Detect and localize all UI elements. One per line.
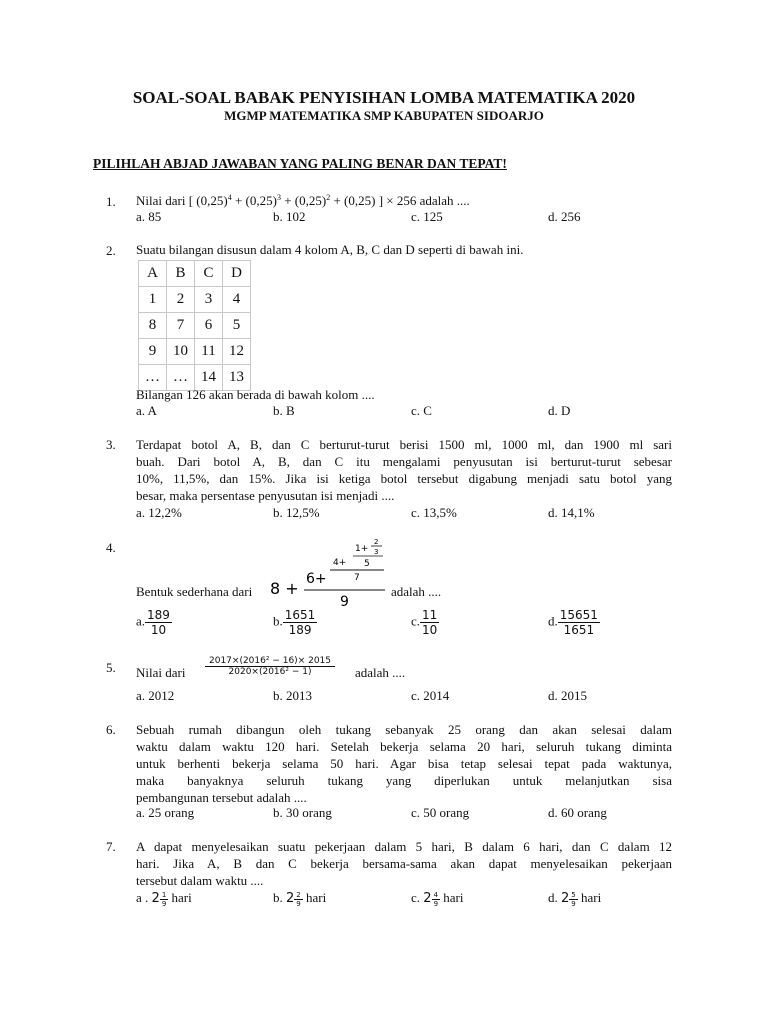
question-number: 6. bbox=[106, 722, 116, 737]
denominator: 9 bbox=[296, 899, 301, 908]
denominator: 189 bbox=[288, 623, 312, 637]
denominator: 10 bbox=[150, 623, 167, 637]
option-c bbox=[411, 608, 439, 637]
option-fraction bbox=[420, 608, 439, 637]
option-c: c. 50 orang bbox=[411, 805, 470, 820]
option-a: a. 12,2% bbox=[136, 505, 182, 520]
option-a: a. 85 bbox=[136, 209, 162, 224]
table-cell: 6 bbox=[195, 313, 223, 339]
question-text: adalah .... bbox=[391, 584, 442, 599]
text-line: waktu dalam waktu 120 hari. Setelah bekerja selama 20 hari, seluruh tukang diminta bbox=[136, 739, 672, 754]
question-text: Suatu bilangan disusun dalam 4 kolom A, B, C dan D seperti di bawah ini. bbox=[136, 242, 524, 257]
option-a: a. 2012 bbox=[136, 688, 175, 703]
table-cell: 8 bbox=[139, 313, 167, 339]
option-b bbox=[273, 608, 317, 637]
option-fraction bbox=[294, 891, 302, 908]
option-a: a. 25 orang bbox=[136, 805, 195, 820]
whole-number: 2 bbox=[151, 891, 160, 906]
text-line: Sebuah rumah dibangun oleh tukang sebanyak 25 orang dan akan selesai dalam bbox=[136, 722, 672, 737]
question-number: 4. bbox=[106, 540, 116, 555]
expression-fraction bbox=[205, 656, 335, 677]
option-fraction bbox=[145, 608, 172, 637]
unit: hari bbox=[581, 890, 602, 905]
question-text: Nilai dari [ $(0,25)^4 + (0,25)^3 + (0,25)^2 + (0,25)$ ] × 256 adalah .... bbox=[136, 193, 470, 208]
whole-number: 2 bbox=[561, 891, 570, 906]
table-cell: 11 bbox=[195, 339, 223, 365]
numerator: 4 bbox=[433, 890, 439, 899]
option-b bbox=[273, 890, 326, 908]
page-subtitle: MGMP MATEMATIKA SMP KABUPATEN SIDOARJO bbox=[224, 108, 544, 123]
option-letter: c. bbox=[411, 890, 421, 905]
option-letter: d. bbox=[548, 613, 558, 629]
option-d: d. 60 orang bbox=[548, 805, 607, 820]
question-text: adalah .... bbox=[355, 665, 406, 680]
nested-fraction bbox=[270, 534, 400, 610]
question-text bbox=[136, 838, 672, 889]
text-line: untuk berhenti bekerja selama 50 hari. Agar bisa tetap selesai tepat pada waktunya, bbox=[136, 756, 672, 771]
page-title: SOAL-SOAL BABAK PENYISIHAN LOMBA MATEMATIKA 2020 bbox=[132, 88, 636, 107]
option-b: b. 12,5% bbox=[273, 505, 320, 520]
term-one: 1+ bbox=[355, 544, 369, 554]
option-c: c. 125 bbox=[411, 209, 443, 224]
question-text bbox=[136, 721, 672, 806]
option-c: c. 2014 bbox=[411, 688, 450, 703]
numerator: 15651 bbox=[559, 608, 598, 622]
table-cell: 12 bbox=[223, 339, 251, 365]
option-d: d. D bbox=[548, 403, 571, 418]
option-c: c. 13,5% bbox=[411, 505, 457, 520]
unit: hari bbox=[171, 890, 192, 905]
option-b: b. 30 orang bbox=[273, 805, 332, 820]
instruction: PILIHLAH ABJAD JAWABAN YANG PALING BENAR DAN TEPAT! bbox=[93, 156, 507, 171]
option-d bbox=[548, 608, 600, 637]
question-number: 1. bbox=[106, 194, 116, 209]
option-letter: b. bbox=[273, 890, 283, 905]
denominator: 10 bbox=[422, 623, 438, 637]
option-fraction bbox=[558, 608, 600, 637]
column-table bbox=[138, 260, 251, 391]
denominator: 9 bbox=[433, 899, 439, 908]
option-a bbox=[136, 608, 172, 637]
option-letter: c. bbox=[411, 613, 421, 629]
question-text: Nilai dari bbox=[136, 665, 186, 680]
table-row bbox=[139, 261, 251, 287]
table-cell: 2 bbox=[167, 287, 195, 313]
numerator: 11 bbox=[422, 608, 438, 622]
term-four: 4+ bbox=[333, 558, 347, 568]
text-line: hari. Jika A, B dan C bekerja bersama-sama akan dapat menyelesaikan pekerjaan bbox=[136, 856, 672, 871]
text-line: Terdapat botol A, B, dan C berturut-turut berisi 1500 ml, 1000 ml, dan 1900 ml sari bbox=[136, 437, 672, 452]
unit: hari bbox=[306, 890, 327, 905]
text-line: tersebut dalam waktu .... bbox=[136, 873, 264, 888]
numerator: 1651 bbox=[284, 608, 316, 622]
table-cell: 1 bbox=[139, 287, 167, 313]
option-letter: d. bbox=[548, 890, 558, 905]
table-cell: D bbox=[223, 261, 251, 287]
text-line: maka banyaknya seluruh tukang yang diperlukan untuk melanjutkan sisa bbox=[136, 773, 672, 788]
option-d: d. 14,1% bbox=[548, 505, 595, 520]
option-b: b. 2013 bbox=[273, 688, 312, 703]
whole-number: 2 bbox=[423, 891, 432, 906]
digit: 7 bbox=[354, 573, 360, 583]
option-letter: b. bbox=[273, 613, 283, 629]
option-c bbox=[411, 890, 464, 908]
text-line: besar, maka persentase penyusutan isi menjadi .... bbox=[136, 488, 395, 503]
option-d: d. 2015 bbox=[548, 688, 587, 703]
numerator: 2 bbox=[296, 890, 301, 899]
question-text bbox=[136, 436, 672, 504]
expression bbox=[205, 656, 335, 677]
table-cell: 3 bbox=[195, 287, 223, 313]
digit: 9 bbox=[340, 594, 349, 610]
table-row bbox=[139, 339, 251, 365]
denominator: 9 bbox=[161, 899, 167, 908]
option-c: c. C bbox=[411, 403, 432, 418]
option-fraction bbox=[432, 891, 440, 908]
table-cell: … bbox=[139, 365, 167, 391]
unit: hari bbox=[443, 890, 464, 905]
option-b: b. 102 bbox=[273, 209, 306, 224]
option-d bbox=[548, 890, 601, 908]
table-cell: 10 bbox=[167, 339, 195, 365]
option-a: a. A bbox=[136, 403, 157, 418]
whole-number: 2 bbox=[286, 891, 295, 906]
digit: 5 bbox=[364, 559, 370, 569]
table-cell: 5 bbox=[223, 313, 251, 339]
numerator: 1 bbox=[161, 890, 167, 899]
text-line: 10%, 11,5%, dan 15%. Jika isi ketiga botol tersebut digabung menjadi satu botol yang bbox=[136, 471, 672, 486]
term-six: 6+ bbox=[306, 571, 327, 587]
table-row bbox=[139, 287, 251, 313]
question-number: 5. bbox=[106, 660, 116, 675]
table-cell: … bbox=[167, 365, 195, 391]
text-line: pembangunan tersebut adalah .... bbox=[136, 790, 307, 805]
text-line: buah. Dari botol A, B, dan C itu mengalami penyusutan isi berturut-turut sebesar bbox=[136, 454, 672, 469]
denominator: 2020×(2016² − 1) bbox=[228, 667, 312, 677]
option-d: d. 256 bbox=[548, 209, 581, 224]
denominator: 1651 bbox=[563, 623, 595, 637]
digit: 3 bbox=[374, 548, 379, 556]
numerator: 5 bbox=[571, 890, 576, 899]
table-cell: A bbox=[139, 261, 167, 287]
text-line: A dapat menyelesaikan suatu pekerjaan dalam 5 hari, B dalam 6 hari, dan C dalam 12 bbox=[136, 839, 672, 854]
option-fraction bbox=[283, 608, 318, 637]
option-letter: a . bbox=[136, 890, 149, 905]
denominator: 9 bbox=[571, 899, 576, 908]
question-text: Bilangan 126 akan berada di bawah kolom .... bbox=[136, 387, 375, 402]
question-number: 7. bbox=[106, 839, 116, 854]
option-a bbox=[136, 890, 192, 908]
option-fraction bbox=[569, 891, 577, 908]
digit: 2 bbox=[374, 538, 379, 546]
table-cell: 7 bbox=[167, 313, 195, 339]
table-cell: 9 bbox=[139, 339, 167, 365]
term-eight: 8 + bbox=[270, 579, 299, 598]
option-letter: a. bbox=[136, 613, 146, 629]
table-cell: 14 bbox=[195, 365, 223, 391]
option-fraction bbox=[160, 891, 168, 908]
table-cell: 4 bbox=[223, 287, 251, 313]
question-number: 3. bbox=[106, 437, 116, 452]
numerator: 189 bbox=[147, 608, 170, 622]
question-number: 2. bbox=[106, 243, 116, 258]
option-b: b. B bbox=[273, 403, 295, 418]
table-cell: 13 bbox=[223, 365, 251, 391]
question-text: Bentuk sederhana dari bbox=[136, 584, 253, 599]
table-cell: B bbox=[167, 261, 195, 287]
table-row bbox=[139, 313, 251, 339]
numerator: 2017×(2016² − 16)× 2015 bbox=[205, 656, 335, 667]
table-cell: C bbox=[195, 261, 223, 287]
